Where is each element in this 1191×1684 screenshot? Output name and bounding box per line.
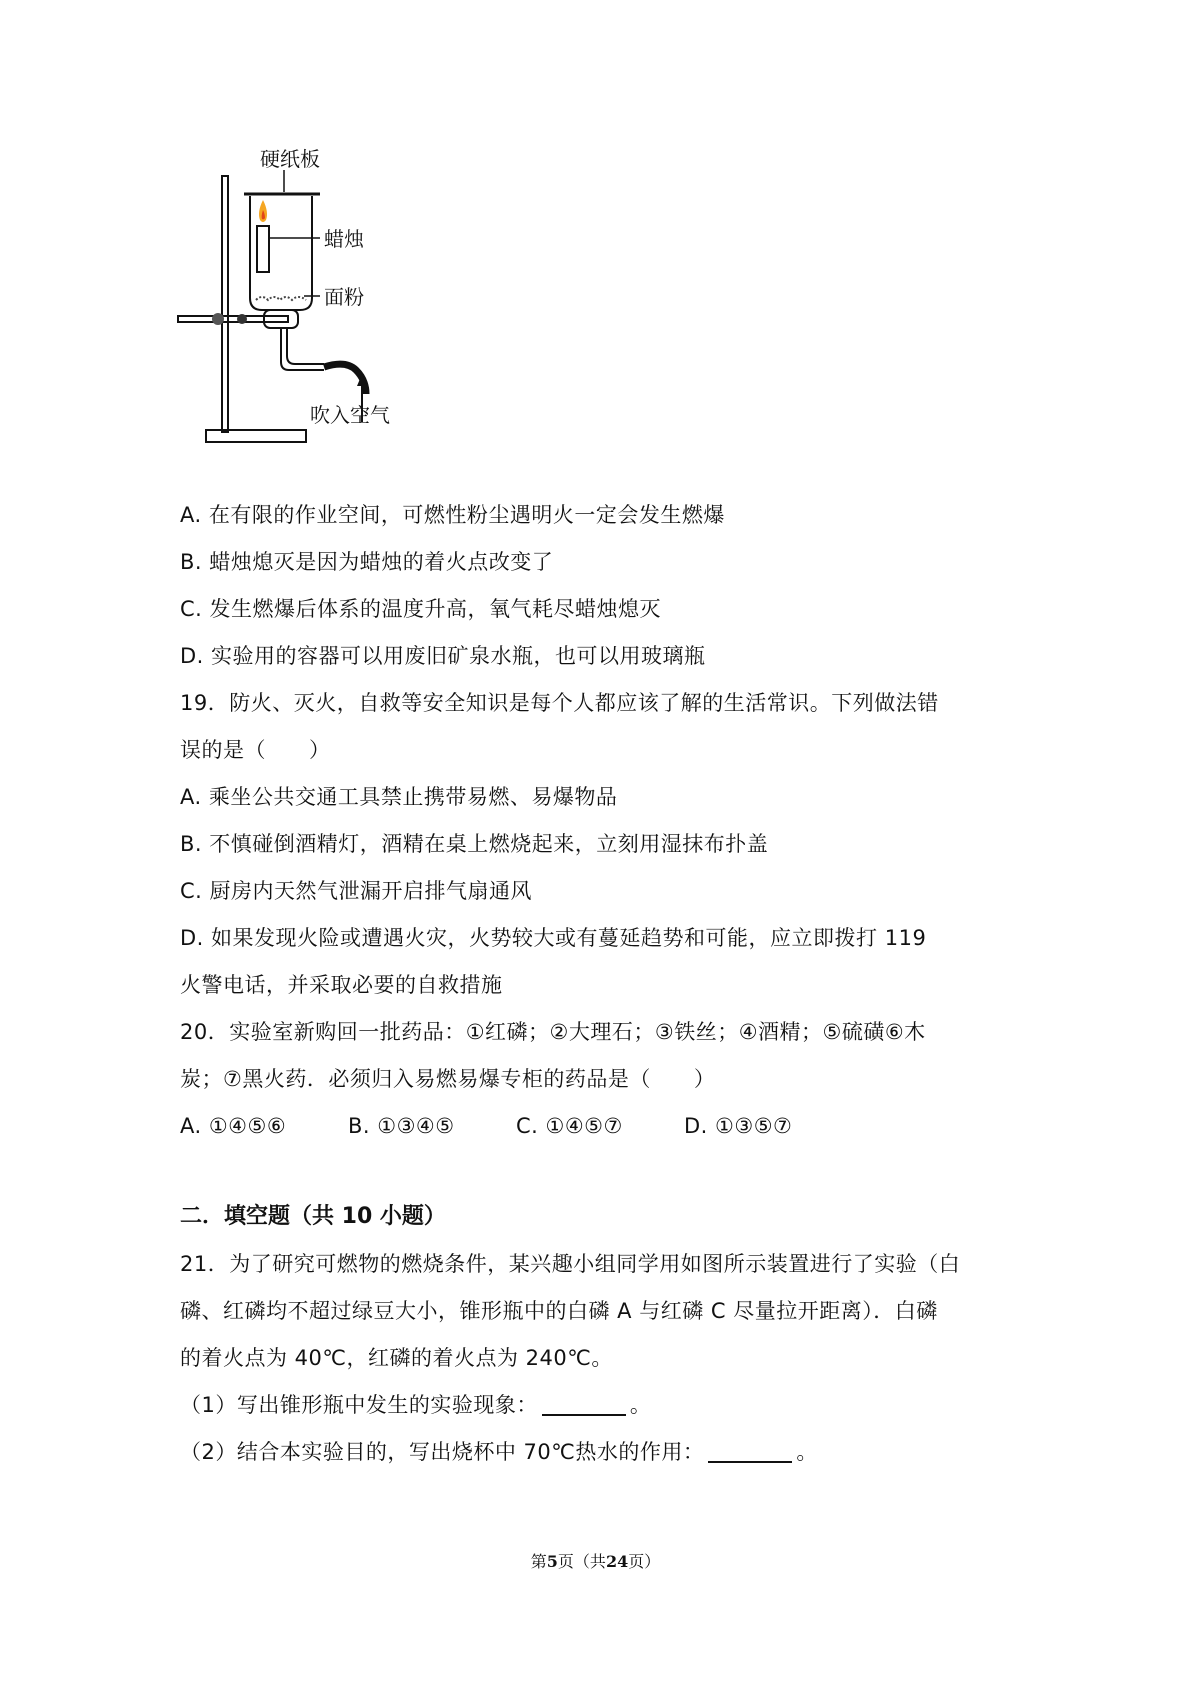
clamp-screw xyxy=(237,314,247,324)
q19-option-b: B. 不慎碰倒酒精灯，酒精在桌上燃烧起来，立刻用湿抹布扑盖 xyxy=(180,832,769,856)
q21-line1: 21．为了研究可燃物的燃烧条件，某兴趣小组同学用如图所示装置进行了实验（白 xyxy=(180,1252,961,1276)
page-number: 5 xyxy=(546,1552,558,1571)
q19-option-d-line2: 火警电话，并采取必要的自救措施 xyxy=(180,973,503,997)
q21-line3: 的着火点为 40℃，红磷的着火点为 240℃。 xyxy=(180,1346,613,1370)
section-title: 二．填空题（共 10 小题） xyxy=(180,1204,446,1229)
q20-stem-line2: 炭；⑦黑火药．必须归入易燃易爆专柜的药品是（ ） xyxy=(180,1067,716,1091)
q18-option-a: A. 在有限的作业空间，可燃性粉尘遇明火一定会发生燃爆 xyxy=(180,503,725,527)
label-board: 硬纸板 xyxy=(260,147,320,171)
label-candle: 蜡烛 xyxy=(324,227,364,251)
q21-sub1: （1）写出锥形瓶中发生的实验现象： 。 xyxy=(180,1393,652,1417)
apparatus-figure xyxy=(178,147,438,480)
q18-option-c: C. 发生燃爆后体系的温度升高，氧气耗尽蜡烛熄灭 xyxy=(180,597,662,621)
apparatus-diagram xyxy=(178,147,438,480)
flour-layer xyxy=(256,297,306,300)
q20-option-a: A. ①④⑤⑥ xyxy=(180,1114,287,1138)
q19-option-c: C. 厨房内天然气泄漏开启排气扇通风 xyxy=(180,879,533,903)
q20-option-b: B. ①③④⑤ xyxy=(348,1114,455,1138)
clamp-jaw xyxy=(264,310,298,328)
q20-option-d: D. ①③⑤⑦ xyxy=(684,1114,793,1138)
q19-stem-line1: 19．防火、灭火，自救等安全知识是每个人都应该了解的生活常识。下列做法错 xyxy=(180,691,939,715)
page-footer: 第5页（共24页） xyxy=(530,1552,661,1571)
clamp-arm xyxy=(178,316,288,322)
clamp-boss xyxy=(212,313,224,325)
label-air: 吹入空气 xyxy=(310,403,390,427)
q19-option-a: A. 乘坐公共交通工具禁止携带易燃、易爆物品 xyxy=(180,785,618,809)
glass-tube-inner xyxy=(287,328,324,364)
q20-option-c: C. ①④⑤⑦ xyxy=(516,1114,623,1138)
answer-blank-2[interactable] xyxy=(708,1443,792,1463)
candle-body xyxy=(257,226,269,272)
q19-stem-line2: 误的是（ ） xyxy=(180,738,331,762)
q18-option-b: B. 蜡烛熄灭是因为蜡烛的着火点改变了 xyxy=(180,550,554,574)
q21-line2: 磷、红磷均不超过绿豆大小，锥形瓶中的白磷 A 与红磷 C 尽量拉开距离）．白磷 xyxy=(180,1299,938,1323)
q21-sub2: （2）结合本实验目的，写出烧杯中 70℃热水的作用： 。 xyxy=(180,1440,818,1464)
page-total: 24 xyxy=(605,1552,629,1571)
q20-options xyxy=(180,1111,792,1141)
q20-stem-line1: 20．实验室新购回一批药品：①红磷；②大理石；③铁丝；④酒精；⑤硫磺⑥木 xyxy=(180,1020,926,1044)
q18-option-d: D. 实验用的容器可以用废旧矿泉水瓶，也可以用玻璃瓶 xyxy=(180,644,706,668)
q19-option-d: D. 如果发现火险或遭遇火灾，火势较大或有蔓延趋势和可能，应立即拨打 119 xyxy=(180,926,927,950)
answer-blank-1[interactable] xyxy=(542,1396,626,1416)
rubber-hose xyxy=(324,364,366,394)
stand-rod xyxy=(222,176,228,432)
label-flour: 面粉 xyxy=(324,285,364,309)
